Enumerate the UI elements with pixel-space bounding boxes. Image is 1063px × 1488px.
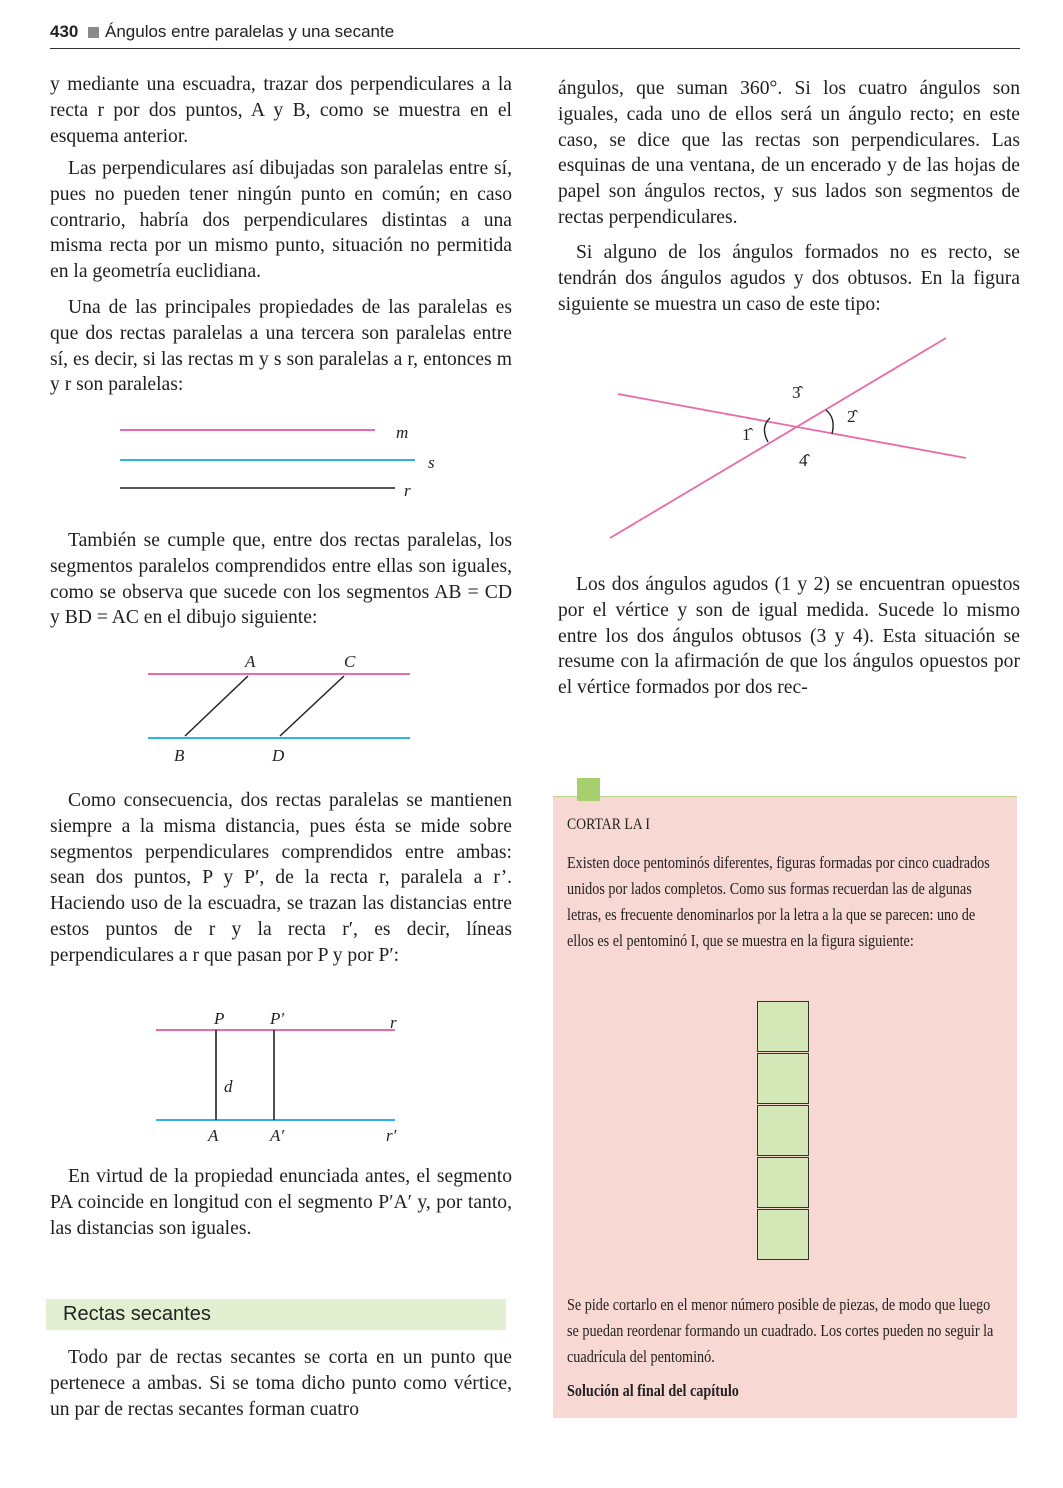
label-s: s — [428, 453, 435, 472]
angle-arc-2 — [826, 410, 833, 434]
puzzle-box-rule — [553, 796, 1017, 797]
pentomino-square-2 — [757, 1053, 809, 1104]
parallels-figure — [110, 418, 435, 508]
pentomino-square-1 — [757, 1001, 809, 1052]
pentomino-square-4 — [757, 1157, 809, 1208]
label-r: r — [390, 1013, 397, 1032]
section-heading-rectas-secantes: Rectas secantes — [46, 1299, 506, 1330]
angle-label-1: 1̂ — [742, 425, 751, 444]
label-A: A — [208, 1126, 219, 1145]
label-B: B — [174, 746, 185, 765]
puzzle-solution-note: Solución al final del capítulo — [567, 1381, 739, 1400]
puzzle-task: Se pide cortarlo en el menor número posible de piezas, de modo que luego se puedan reordenar formando un cuadrado. Los cortes pueden no seguir la cuadrícula del pentominó. — [567, 1295, 994, 1366]
label-r-prime: r′ — [386, 1126, 397, 1145]
label-d: d — [224, 1077, 233, 1096]
label-A: A — [245, 652, 256, 671]
left-paragraph-6: En virtud de la propiedad enunciada antes, el segmento PA coincide en longitud con el segmento P′A′ y, por tanto, las distancias son iguales. — [50, 1166, 512, 1239]
label-P: P — [214, 1009, 225, 1028]
label-m: m — [396, 423, 409, 442]
header-square-icon — [88, 27, 99, 38]
intersecting-lines-figure — [600, 330, 980, 550]
left-paragraph-3: Una de las principales propiedades de las paralelas es que dos rectas paralelas a una tercera son paralelas entre sí, es decir, si las rectas m y s son paralelas a r, entonces m y r son paralelas: — [50, 297, 512, 396]
distance-figure — [150, 1008, 420, 1148]
right-paragraph-3: Los dos ángulos agudos (1 y 2) se encuentran opuestos por el vértice y son de igual medida. Sucede lo mismo entre los dos ángulos obtusos (3 y 4). Esta situación se resume con la afirmación de que los ángulos opuestos por el vértice formados por dos rec- — [558, 574, 1020, 699]
angle-label-2: 2̂ — [847, 407, 856, 426]
label-A-prime: A′ — [270, 1126, 285, 1145]
label-D: D — [272, 746, 285, 765]
label-P-prime: P′ — [270, 1009, 285, 1028]
puzzle-title: CORTAR LA I — [567, 816, 650, 833]
angle-label-3: 3̂ — [792, 383, 801, 402]
puzzle-box-tab-icon — [577, 778, 600, 801]
label-C: C — [344, 652, 356, 671]
puzzle-intro: Existen doce pentominós diferentes, figuras formadas por cinco cuadrados unidos por lados completos. Como sus formas recuerdan las de algunas letras, es frecuente denominarlos por la letra a la que se parecen: uno de ellos es el pentominó I, que se muestra en la figura siguiente: — [567, 853, 990, 950]
left-paragraph-2: Las perpendiculares así dibujadas son paralelas entre sí, pues no pueden tener ningún punto en común; en caso contrario, habría dos perpendiculares distintas a una misma recta por un mismo punto, situación no permitida en la geometría euclidiana. — [50, 158, 512, 283]
label-r: r — [404, 481, 411, 500]
page-number: 430 — [50, 22, 79, 41]
pentomino-square-3 — [757, 1105, 809, 1156]
right-paragraph-1: ángulos, que suman 360°. Si los cuatro ángulos son iguales, cada uno de ellos será un ángulo recto; en este caso, se dice que las rectas son perpendiculares. Las esquinas de una ventana, de un encerado y de las hojas de papel son ángulos rectos, y sus lados son segmentos de rectas perpendiculares. — [558, 78, 1020, 228]
left-paragraph-1: y mediante una escuadra, trazar dos perpendiculares a la recta r por dos puntos, A y B, como se muestra en el esquema anterior. — [50, 74, 512, 147]
segment-AB — [185, 676, 248, 736]
left-paragraph-4: También se cumple que, entre dos rectas paralelas, los segmentos paralelos comprendidos entre ellas son iguales, como se observa que sucede con los segmentos AB = CD y BD = AC en el dibujo siguiente: — [50, 530, 512, 629]
left-paragraph-7: Todo par de rectas secantes se corta en un punto que pertenece a ambas. Si se toma dicho punto como vértice, un par de rectas secantes forman cuatro — [50, 1347, 512, 1420]
pentomino-square-5 — [757, 1209, 809, 1260]
right-paragraph-2: Si alguno de los ángulos formados no es recto, se tendrán dos ángulos agudos y dos obtusos. En la figura siguiente se muestra un caso de este tipo: — [558, 242, 1020, 315]
left-paragraph-5: Como consecuencia, dos rectas paralelas se mantienen siempre a la misma distancia, pues ésta se mide sobre segmentos perpendiculares comprendidos entre ambas: sean dos puntos, P y P′, de la recta r, paralela a r’. Haciendo uso de la escuadra, se trazan las distancias entre estos puntos de r y la recta r′, es decir, líneas perpendiculares a r que pasan por P y por P′: — [50, 790, 512, 966]
angle-label-4: 4̂ — [799, 451, 808, 470]
page-header — [50, 18, 1020, 49]
segment-CD — [280, 676, 344, 736]
segments-figure — [140, 648, 420, 768]
chapter-title: Ángulos entre paralelas y una secante — [105, 22, 395, 41]
secant-line-1 — [618, 394, 966, 458]
secant-line-2 — [610, 338, 946, 538]
